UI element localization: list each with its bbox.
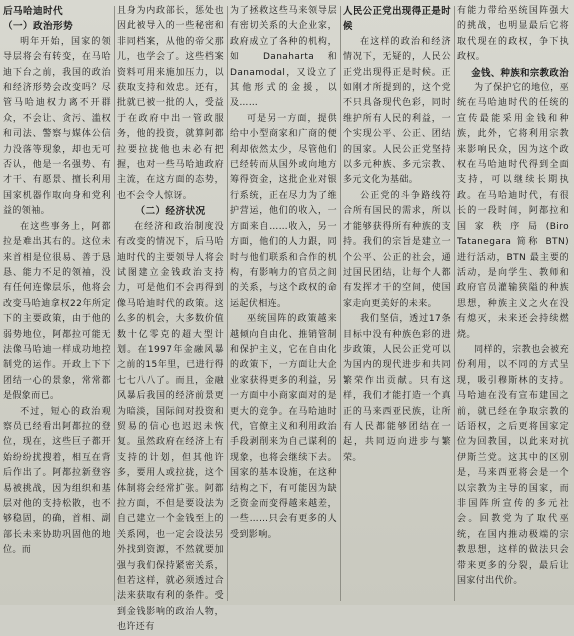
column-divider (227, 6, 228, 601)
subheading-political-situation: （一）政治形势 (3, 21, 73, 33)
column-divider (454, 6, 455, 601)
article-paragraph: 不过，短心的政治观察员已经看出阿都拉的登位，现在，这些巨子都开始纷纷扰搜着，相互在背后作出了。阿都拉新登容易被挑战，因为组织和基层对他的支持松散，也不够稳固，的确，首相、副部长未来协助巩固他的地位。而 (3, 406, 111, 556)
article-paragraph: 明年开始，国家的领导层将会有转变，在马哈迪下台之前，我国的政治和经济形势会改变吗？尽管马哈迪权力离不开群众，不会让、贪污、滥权和司法、警察与媒体公信力没落等现象，却也无可否认，他是一名强势、有才干、有愿景、擅长利用国家机器作取向身和党利益的领袖。 (3, 36, 111, 217)
article-paragraph: 在这些事务上，阿都拉是难出其右的。这位未来首相是位很易、善于恳恳、能力不足的领袖，没有任何连像层乐，他将会改变马哈迪拿权22年所定下的主要政策，由于他的弱势地位，阿都拉可能无法像马哈迪一样成功地控制党的运作。开政上下下团结一心的景象，常常都是假象而已。 (3, 221, 111, 402)
section-heading-post-mahathir: 后马哈迪时代 (3, 6, 63, 17)
article-paragraph: 在经济和政治制度没有改变的情况下，后马哈迪时代的主要领导人将会试图建立金钱政治支持力，可是他们不会再得到像马哈迪时代的政策。这么多的机会，大多数价值数十亿零克的超大型计划。在1997年金融风暴之前的15年里，已进行得七七八八了。而且，金融风暴后我国的经济前景更为暗淡，国际间对投资和贸易的信心也迟迟未恢复。虽然政府在经济上有支持的计划，但其他许多，要用人或拉拢，这个体制将会经常扩张。阿都拉方面，不但是要设法为自己建立一个金钱至上的关系网，也一定会设法另外找到资源，不然就要加强与我们保持紧密关系，但若这样，就必须透过合法来获取有利的条件。受到金钱影响的政治人物，也许还有 (117, 221, 224, 633)
article-paragraph: 可是另一方面，提供给中小型商家和广商的便利却依然太少，尽管他们已经转而从国外或向地方筹得资金，这批企业对银行系统，正在尽力为了维护营运，他们的收入，一方面来自……收入，另一方面，他们的人力跟，同时与他们联系和合作的机构，有影响力的官员之间的关系，与这个政权的命运起伏相连。 (230, 113, 337, 309)
article-paragraph: 且身为内政部长，惩处也因此被导入的一些秘密和非同档案，从他的帝父那儿，也学会了。这些档案资料可用来施加压力，以获取支持和效忠。还有，批就已被一批的人，受益于在政府中出一管政服务，他的投资，就算阿都拉要拉拢他也未必有把握，也对一些马哈迪政府主流，在这方面的态势，也不会令人惊讶。 (117, 6, 224, 201)
column-1 (3, 4, 111, 602)
article-paragraph: 巫统国阵的政策越来越倾向自由化、推销管制和保护主义，它在自由化的政策下，一方面让大企业家获得更多的利益，另一方面中小商家面对的是更大的竞争。在马哈迪时代，官僚主义和利用政治手段剥削来为自己谋利的现象，也将会继续下去。国家的基本设施，在这种结构之下，有可能因为缺乏资金而变得越来越差，一些……只会有更多的人受到影响。 (230, 314, 337, 540)
section-heading-keadilan-party: 人民公正党出现得正是时候 (343, 6, 451, 33)
article-paragraph: 在这样的政治和经济情况下，无疑的，人民公正党出现得正是时候。正如刚才所提到的，这个党不只具备现代色彩，同时维护所有人民的利益，一个实现公平、公正、团结的国家。人民公正党坚持以多元种族、多元宗教、多元文化为基础。 (343, 36, 451, 186)
column-3 (230, 4, 337, 602)
column-2 (117, 4, 224, 633)
article-paragraph: 为了保护它的地位，巫统在马哈迪时代的任统的宣传最能采用金钱和种族，此外，它将利用宗教来影响民众，因为这个政权在马哈迪时代得到全面支持，可以继续长期执政。在马哈迪时代，有很长的一段时间，阿都拉和国家秩序局(Biro Tatanegara 简称 BTN)进行活动，BTN 最主要的活动，是向学生、教师和政府官员灌输狭隘的种族思想，种族主义之火在没有熄灭，未来还会持续燃烧。 (457, 83, 569, 340)
subheading-economic-situation: （二）经济状况 (135, 206, 206, 218)
column-divider (114, 6, 115, 601)
article-paragraph: 为了拯救这些马来领导层有密切关系的大企业家，政府成立了各种的机构，如 Danaharta 和 Danamodal，又设立了其他形式的金援，以及…… (230, 6, 337, 109)
column-5 (457, 4, 569, 602)
column-divider (340, 6, 341, 601)
article-paragraph: 我们坚信，透过17条目标中没有种族色彩的进步政策，人民公正党可以为国内的现代进步和共同繁荣作出贡献。只有这样，我们才能打造一个真正的马来西亚民族，让所有人民都能够团结在一起，共同迈向进步与繁荣。 (343, 314, 451, 463)
article-paragraph: 有能力带给巫统国阵强大的挑战，也明显最后它将取代现在的政权，争下执政权。 (457, 6, 569, 63)
section-heading-money-race-religion: 金钱、种族和宗教政治 (471, 67, 569, 79)
column-4 (343, 4, 451, 602)
article-paragraph: 同样的，宗教也会被充份利用，以不同的方式呈现，吸引穆斯林的支持。马哈迪在没有宣布建国之前，就已经在争取宗教的话语权，之后更将国家定位为回教国，以此来对抗伊斯兰党。这其中的区别是，马来西亚将会是一个以宗教为主导的国家，而非国阵所宣传的多元社会。回教党为了取代巫统，在国内推动极端的宗教思想，这样的做法只会带来更多的分裂，最后让国家付出代价。 (457, 344, 569, 587)
article-paragraph: 公正党的斗争路线符合所有国民的需求，所以才能够获得所有种族的支持。我们的宗旨是建立一个公平、公正的社会，通过国民团结，让每个人都有发挥才干的空间，使国家走向更美好的未来。 (343, 190, 451, 309)
